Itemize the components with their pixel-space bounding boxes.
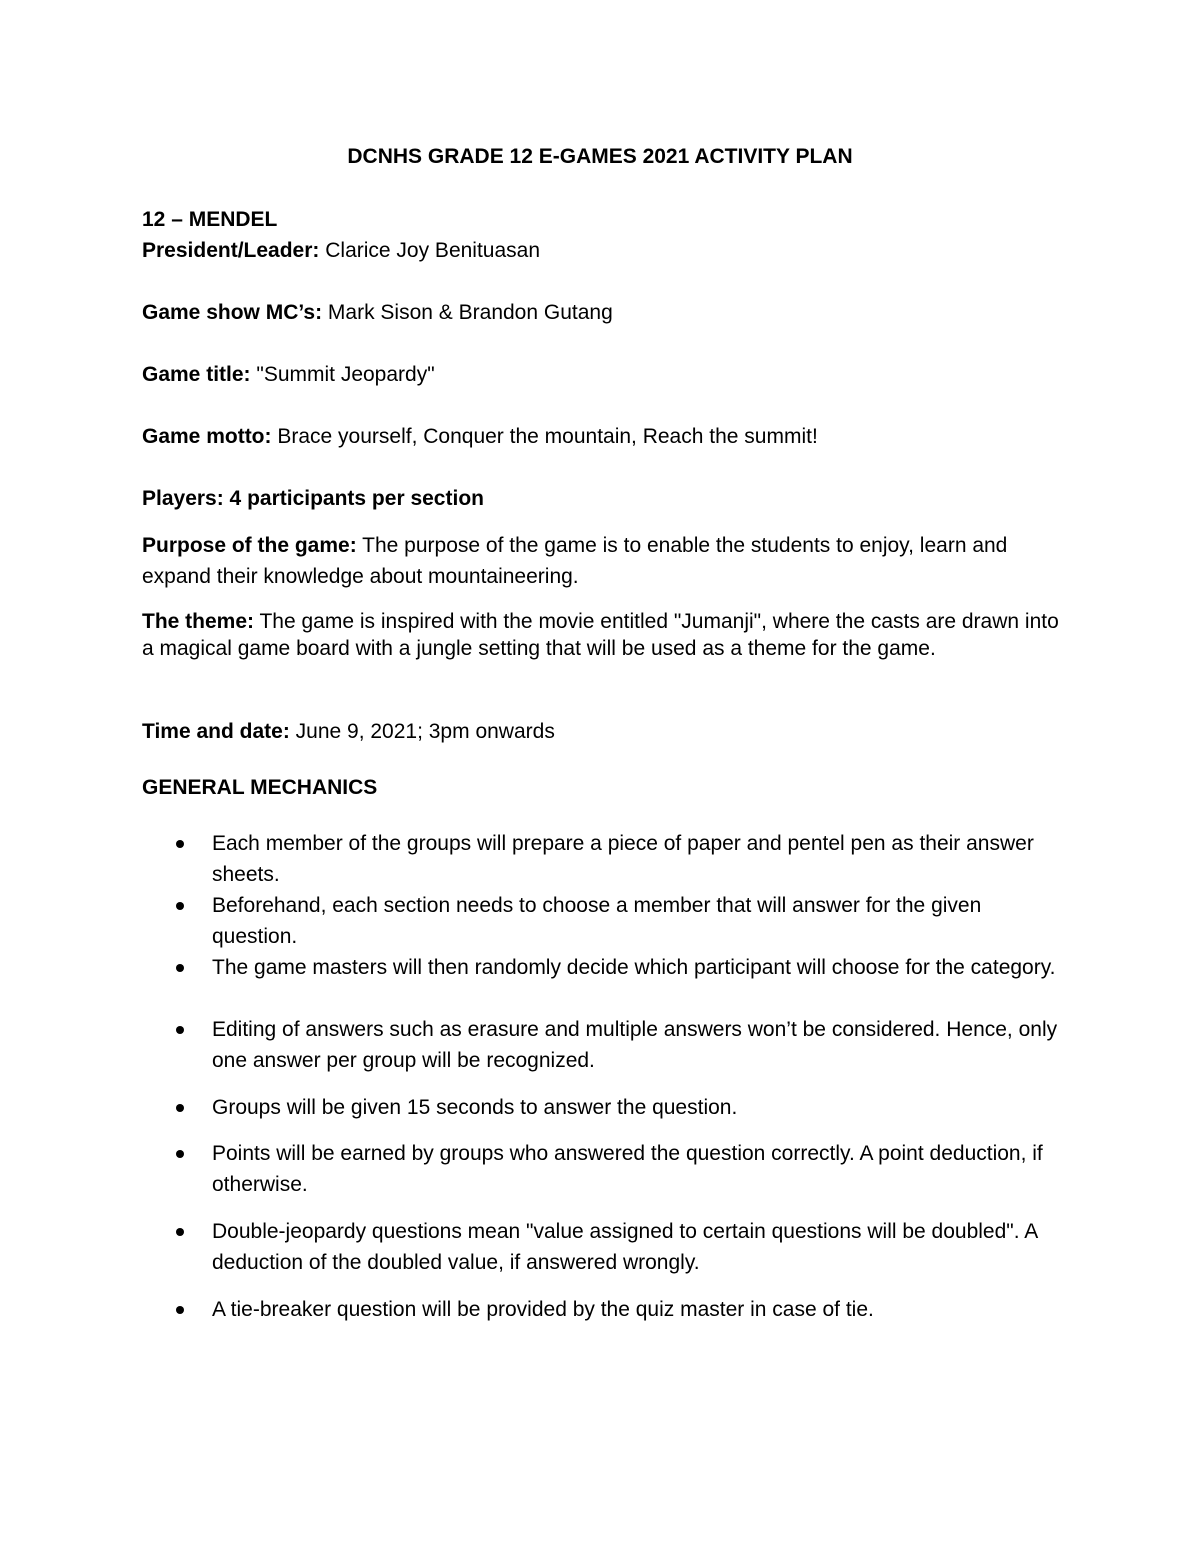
theme-label: The theme: (142, 610, 255, 633)
bullet-icon (176, 1026, 184, 1034)
mechanics-item-text: The game masters will then randomly decide which participant will choose for the category. (212, 956, 1056, 979)
bullet-icon (176, 1306, 184, 1314)
game-title-line (142, 362, 435, 387)
leader-label: President/Leader: (142, 239, 320, 262)
motto-line (142, 424, 818, 449)
theme-value: The game is inspired with the movie entitled "Jumanji", where the casts are drawn into a magical game board with a jungle setting that will be used as a theme for the game. (142, 610, 1059, 660)
mechanics-heading: GENERAL MECHANICS (142, 776, 378, 799)
theme-paragraph (142, 608, 1062, 662)
time-line (142, 719, 555, 744)
motto-label: Game motto: (142, 425, 272, 448)
bullet-icon (176, 1104, 184, 1112)
bullet-icon (176, 964, 184, 972)
purpose-value: The purpose of the game is to enable the students to enjoy, learn and expand their knowledge about mountaineering. (142, 534, 1008, 588)
purpose-label: Purpose of the game: (142, 534, 357, 557)
bullet-icon (176, 902, 184, 910)
mc-label: Game show MC’s: (142, 301, 323, 324)
players-line: Players: 4 participants per section (142, 487, 484, 510)
mechanics-item-text: Beforehand, each section needs to choose a member that will answer for the given question. (212, 894, 982, 948)
bullet-icon (176, 1150, 184, 1158)
purpose-paragraph (142, 530, 1062, 592)
document-title: DCNHS GRADE 12 E-GAMES 2021 ACTIVITY PLAN (347, 145, 853, 168)
mechanics-item-text: A tie-breaker question will be provided by the quiz master in case of tie. (212, 1298, 874, 1321)
mechanics-item-text: Groups will be given 15 seconds to answer the question. (212, 1096, 738, 1119)
game-title-label: Game title: (142, 363, 251, 386)
mechanics-item-text: Double-jeopardy questions mean "value assigned to certain questions will be doubled". A deduction of the doubled value, if answered wrongly. (212, 1220, 1038, 1274)
leader-line (142, 238, 540, 263)
mc-value: Mark Sison & Brandon Gutang (322, 301, 613, 324)
mechanics-item-text: Editing of answers such as erasure and multiple answers won’t be considered. Hence, only one answer per group will be recognized. (212, 1018, 1058, 1072)
mc-line (142, 300, 613, 325)
leader-value: Clarice Joy Benituasan (319, 239, 541, 262)
time-label: Time and date: (142, 720, 290, 743)
section-name: 12 – MENDEL (142, 208, 278, 231)
time-value: June 9, 2021; 3pm onwards (289, 720, 555, 743)
game-title-value: "Summit Jeopardy" (250, 363, 435, 386)
bullet-icon (176, 1228, 184, 1236)
mechanics-item-text: Points will be earned by groups who answered the question correctly. A point deduction, if otherwise. (212, 1142, 1043, 1196)
mechanics-item-text: Each member of the groups will prepare a piece of paper and pentel pen as their answer sheets. (212, 832, 1034, 886)
bullet-icon (176, 840, 184, 848)
motto-value: Brace yourself, Conquer the mountain, Reach the summit! (271, 425, 818, 448)
